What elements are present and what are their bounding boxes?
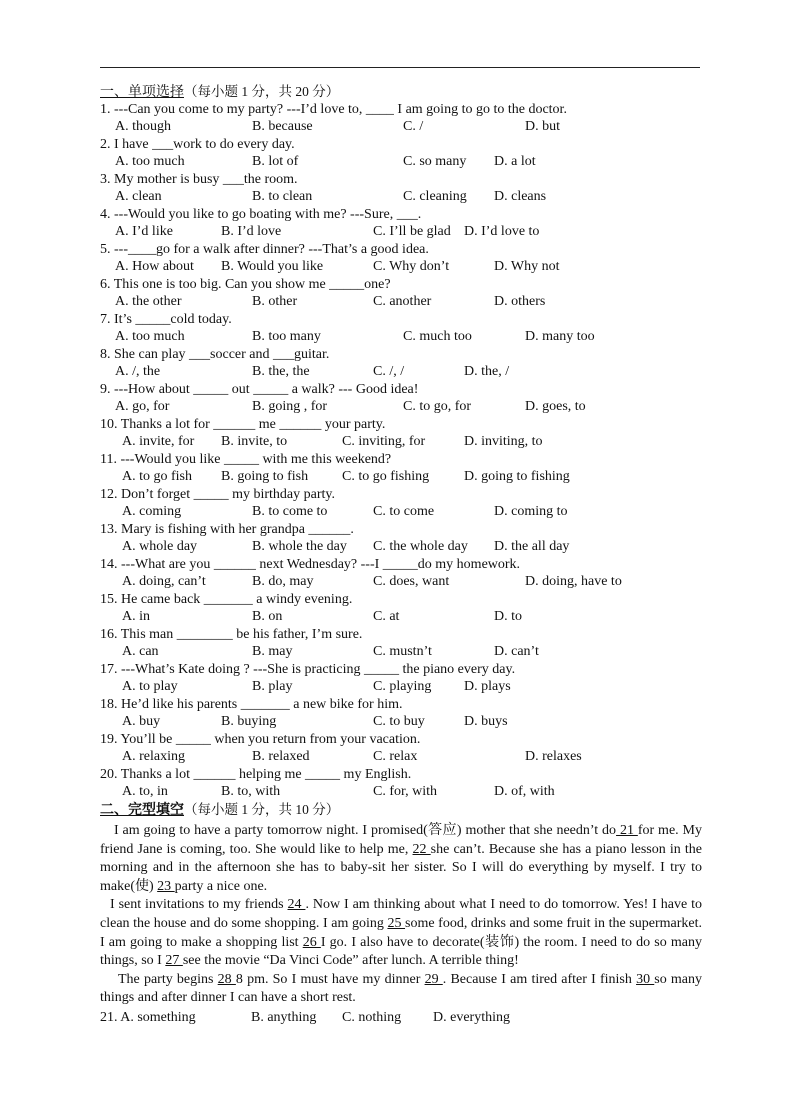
- question-13-options: [100, 538, 702, 556]
- question-11-option-d[interactable]: D. going to fishing: [464, 469, 570, 484]
- blank-30: 30: [636, 971, 655, 987]
- question-7-stem: 7. It’s _____cold today.: [100, 311, 232, 327]
- question-1-option-d[interactable]: D. but: [525, 119, 560, 134]
- blank-23: 23: [157, 878, 175, 894]
- cloze-q21-option-b: B. anything: [251, 1009, 317, 1025]
- question-5-option-d[interactable]: D. Why not: [494, 259, 560, 274]
- passage-text: for me. My friend Jane is coming, too. She would like to help me,: [100, 823, 702, 857]
- header-rule: [100, 67, 700, 68]
- question-15-option-b[interactable]: B. on: [252, 609, 283, 624]
- question-2-option-b[interactable]: B. lot of: [252, 154, 299, 169]
- question-3-option-a[interactable]: A. clean: [115, 189, 162, 204]
- question-10-stem: 10. Thanks a lot for ______ me ______ your party.: [100, 416, 386, 432]
- question-15-options: [100, 608, 702, 626]
- passage-text: some food, drinks and some fruit in the supermarket. I am going to make a shopping list: [100, 915, 702, 950]
- question-4-options: [100, 223, 702, 241]
- question-14-option-d[interactable]: D. doing, have to: [525, 574, 622, 589]
- question-18-option-c[interactable]: C. to buy: [373, 714, 425, 729]
- question-15-option-c[interactable]: C. at: [373, 609, 400, 624]
- question-12-option-b[interactable]: B. to come to: [252, 504, 328, 519]
- question-13-option-b[interactable]: B. whole the day: [252, 539, 347, 554]
- question-3-option-b[interactable]: B. to clean: [252, 189, 313, 204]
- question-17-option-d[interactable]: D. plays: [464, 679, 511, 694]
- question-17-option-b[interactable]: B. play: [252, 679, 293, 694]
- question-9-options: [100, 398, 702, 416]
- section2-note: （每小题 1 分，共 10 分）: [184, 801, 340, 817]
- passage-text: I go. I also have to decorate(装饰) the room. I need to do so many things, so I: [100, 934, 702, 969]
- question-12-option-a[interactable]: A. coming: [122, 504, 182, 519]
- question-5-stem: 5. ---____go for a walk after dinner? ---That’s a good idea.: [100, 241, 429, 257]
- question-12-option-d[interactable]: D. coming to: [494, 504, 568, 519]
- question-1-stem: 1. ---Can you come to my party? ---I’d love to, ____ I am going to go to the doctor.: [100, 101, 567, 117]
- question-14-options: [100, 573, 702, 591]
- question-14-option-c[interactable]: C. does, want: [373, 574, 450, 589]
- question-2-option-c[interactable]: C. so many: [403, 154, 467, 169]
- question-8-option-a[interactable]: A. /, the: [115, 364, 161, 379]
- blank-21: 21: [616, 823, 638, 838]
- passage-text: see the movie “Da Vinci Code” after lunch. A terrible thing!: [182, 953, 519, 969]
- question-4-option-b[interactable]: B. I’d love: [221, 224, 282, 239]
- question-6-option-a[interactable]: A. the other: [115, 294, 182, 309]
- question-18-stem: 18. He’d like his parents _______ a new bike for him.: [100, 696, 403, 712]
- question-16-options: [100, 643, 702, 661]
- question-10-options: [100, 433, 702, 451]
- question-2-option-a[interactable]: A. too much: [115, 154, 185, 169]
- question-2-option-d[interactable]: D. a lot: [494, 154, 536, 169]
- question-5-option-c[interactable]: C. Why don’t: [373, 259, 450, 274]
- blank-27: 27: [165, 953, 183, 969]
- blank-22: 22: [412, 841, 431, 857]
- question-19-stem: 19. You’ll be _____ when you return from your vacation.: [100, 731, 421, 747]
- question-10-option-c[interactable]: C. inviting, for: [342, 434, 426, 449]
- cloze-q21-option-a: 21. A. something: [100, 1009, 196, 1025]
- question-10-option-d[interactable]: D. inviting, to: [464, 434, 543, 449]
- blank-24: 24: [287, 897, 306, 913]
- question-14-option-b[interactable]: B. do, may: [252, 574, 314, 589]
- question-8-option-d[interactable]: D. the, /: [464, 364, 510, 379]
- question-16-option-c[interactable]: C. mustn’t: [373, 644, 432, 659]
- passage-text: I sent invitations to my friends: [110, 897, 288, 913]
- question-9-option-a[interactable]: A. go, for: [115, 399, 170, 414]
- question-6-options: [100, 293, 702, 311]
- question-17-option-c[interactable]: C. playing: [373, 679, 432, 694]
- exam-sheet: [100, 83, 702, 1026]
- question-11-options: [100, 468, 702, 486]
- question-7-option-d[interactable]: D. many too: [525, 329, 595, 344]
- cloze-q21-option-c: C. nothing: [342, 1009, 402, 1025]
- question-13-option-c[interactable]: C. the whole day: [373, 539, 468, 554]
- question-10-option-a[interactable]: A. invite, for: [122, 434, 195, 449]
- question-10-option-b[interactable]: B. invite, to: [221, 434, 288, 449]
- question-5-option-b[interactable]: B. Would you like: [221, 259, 324, 274]
- question-9-option-c[interactable]: C. to go, for: [403, 399, 472, 414]
- section1-note: （每小题 1 分，共 20 分）: [184, 84, 340, 99]
- question-8-stem: 8. She can play ___soccer and ___guitar.: [100, 346, 330, 362]
- question-15-option-d[interactable]: D. to: [494, 609, 522, 624]
- passage-text: party a nice one.: [174, 878, 268, 894]
- passage-text: . Because I am tired after I finish: [442, 971, 637, 987]
- question-2-stem: 2. I have ___work to do every day.: [100, 136, 295, 152]
- cloze-passage: [100, 822, 702, 1026]
- cloze-question-21: [100, 1009, 702, 1027]
- question-13-stem: 13. Mary is fishing with her grandpa ______.: [100, 521, 354, 537]
- question-14-option-a[interactable]: A. doing, can’t: [122, 574, 206, 589]
- question-6-stem: 6. This one is too big. Can you show me _____one?: [100, 276, 391, 292]
- question-9-stem: 9. ---How about _____ out _____ a walk? --- Good idea!: [100, 381, 419, 397]
- question-17-stem: 17. ---What’s Kate doing ? ---She is practicing _____ the piano every day.: [100, 661, 516, 677]
- passage-text: so many things and after dinner I can have a short rest.: [100, 971, 703, 1006]
- passage-paragraph-1: [100, 822, 702, 896]
- question-6-option-c[interactable]: C. another: [373, 294, 432, 309]
- blank-29: 29: [424, 971, 443, 987]
- blank-26: 26: [302, 934, 321, 950]
- question-18-option-d[interactable]: D. buys: [464, 714, 508, 729]
- question-6-option-d[interactable]: D. others: [494, 294, 546, 309]
- section1-heading: [100, 83, 702, 101]
- cloze-q21-option-d: D. everything: [433, 1009, 510, 1025]
- question-18-options: [100, 713, 702, 731]
- question-8-option-b[interactable]: B. the, the: [252, 364, 310, 379]
- question-12-stem: 12. Don’t forget _____ my birthday party.: [100, 486, 335, 502]
- question-14-stem: 14. ---What are you ______ next Wednesday? ---I _____do my homework.: [100, 556, 521, 572]
- question-15-stem: 15. He came back _______ a windy evening.: [100, 591, 353, 607]
- question-7-option-b[interactable]: B. too many: [252, 329, 321, 344]
- question-20-stem: 20. Thanks a lot ______ helping me _____ my English.: [100, 766, 412, 782]
- question-20-options: [100, 783, 702, 801]
- question-19-option-a[interactable]: A. relaxing: [122, 749, 185, 764]
- question-19-options: [100, 748, 702, 766]
- passage-text: 8 pm. So I must have my dinner: [235, 971, 425, 987]
- question-list: [100, 101, 702, 801]
- question-4-option-a[interactable]: A. I’d like: [115, 224, 173, 239]
- question-17-options: [100, 678, 702, 696]
- question-16-stem: 16. This man ________ be his father, I’m sure.: [100, 626, 363, 642]
- question-5-option-a[interactable]: A. How about: [115, 259, 194, 274]
- section1-title: 一、单项选择: [100, 85, 184, 100]
- passage-paragraph-2: [100, 896, 702, 970]
- question-12-options: [100, 503, 702, 521]
- question-2-options: [100, 153, 702, 171]
- question-20-option-b[interactable]: B. to, with: [221, 784, 281, 799]
- question-6-option-b[interactable]: B. other: [252, 294, 298, 309]
- question-11-option-c[interactable]: C. to go fishing: [342, 469, 430, 484]
- question-9-option-b[interactable]: B. going , for: [252, 399, 328, 414]
- question-20-option-a[interactable]: A. to, in: [122, 784, 168, 799]
- question-1-option-a[interactable]: A. though: [115, 119, 171, 134]
- question-11-option-b[interactable]: B. going to fish: [221, 469, 309, 484]
- passage-paragraph-3: [100, 971, 702, 1008]
- question-1-option-c[interactable]: C. /: [403, 119, 424, 134]
- question-18-option-a[interactable]: A. buy: [122, 714, 161, 729]
- question-18-option-b[interactable]: B. buying: [221, 714, 277, 729]
- question-3-options: [100, 188, 702, 206]
- passage-text: The party begins: [118, 971, 218, 987]
- question-3-option-c[interactable]: C. cleaning: [403, 189, 467, 204]
- question-13-option-a[interactable]: A. whole day: [122, 539, 198, 554]
- question-1-option-b[interactable]: B. because: [252, 119, 313, 134]
- question-3-stem: 3. My mother is busy ___the room.: [100, 171, 298, 187]
- question-8-option-c[interactable]: C. /, /: [373, 364, 405, 379]
- question-17-option-a[interactable]: A. to play: [122, 679, 178, 694]
- blank-25: 25: [387, 915, 406, 931]
- question-16-option-a[interactable]: A. can: [122, 644, 159, 659]
- question-8-options: [100, 363, 702, 381]
- passage-text: I am going to have a party tomorrow night. I promised(答应) mother that she needn’t do: [114, 823, 617, 838]
- passage-text: she can’t. Because she has a piano lesson in the morning and in the afternoon she has to baby-sit her sister. So I will do everything by myself. I try to make(使): [100, 841, 702, 894]
- question-4-option-d[interactable]: D. I’d love to: [464, 224, 540, 239]
- question-7-option-c[interactable]: C. much too: [403, 329, 472, 344]
- question-12-option-c[interactable]: C. to come: [373, 504, 435, 519]
- question-19-option-b[interactable]: B. relaxed: [252, 749, 310, 764]
- question-7-option-a[interactable]: A. too much: [115, 329, 185, 344]
- question-19-option-d[interactable]: D. relaxes: [525, 749, 582, 764]
- section2-title: 二、完型填空: [100, 802, 184, 818]
- question-11-option-a[interactable]: A. to go fish: [122, 469, 192, 484]
- question-4-stem: 4. ---Would you like to go boating with me? ---Sure, ___.: [100, 206, 422, 222]
- question-3-option-d[interactable]: D. cleans: [494, 189, 547, 204]
- question-11-stem: 11. ---Would you like _____ with me this weekend?: [100, 451, 392, 467]
- question-15-option-a[interactable]: A. in: [122, 609, 150, 624]
- section2-heading: [100, 801, 702, 819]
- question-1-options: [100, 118, 702, 136]
- question-19-option-c[interactable]: C. relax: [373, 749, 418, 764]
- blank-28: 28: [217, 971, 236, 987]
- question-9-option-d[interactable]: D. goes, to: [525, 399, 586, 414]
- question-13-option-d[interactable]: D. the all day: [494, 539, 570, 554]
- question-20-option-c[interactable]: C. for, with: [373, 784, 437, 799]
- question-5-options: [100, 258, 702, 276]
- question-7-options: [100, 328, 702, 346]
- question-20-option-d[interactable]: D. of, with: [494, 784, 555, 799]
- question-4-option-c[interactable]: C. I’ll be glad: [373, 224, 451, 239]
- question-16-option-d[interactable]: D. can’t: [494, 644, 539, 659]
- question-16-option-b[interactable]: B. may: [252, 644, 293, 659]
- passage-text: . Now I am thinking about what I need to do tomorrow. Yes! I have to clean the house and do some shopping. I am going: [100, 897, 703, 931]
